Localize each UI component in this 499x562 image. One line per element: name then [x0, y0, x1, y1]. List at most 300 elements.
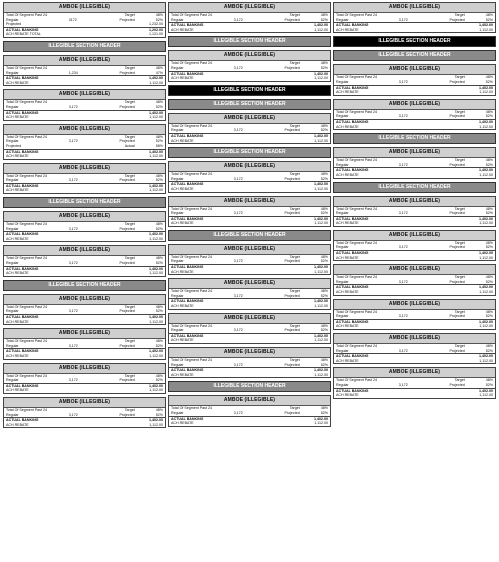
data-row [169, 76, 330, 81]
row-cell [94, 32, 135, 37]
row-cell: 48% [485, 109, 493, 114]
row-cell: Target [289, 61, 300, 66]
row-cell: 52% [155, 343, 163, 348]
row-cell: ACH REBATE [171, 372, 194, 377]
row-cell: 52% [320, 211, 328, 216]
row-cell: Projected [119, 139, 135, 144]
row-cell: Projected [449, 348, 465, 353]
row-cell [234, 421, 259, 426]
row-cell: 48% [320, 61, 328, 66]
row-cell [94, 154, 135, 159]
row-cell: 47% [155, 70, 163, 75]
row-cell: Regular [336, 245, 349, 250]
row-cell: ACTUAL BANKING [336, 216, 369, 221]
row-cell [259, 270, 300, 275]
row-cell: 52% [485, 162, 493, 167]
report-section [168, 395, 331, 426]
row-cell: 1,402.00 [478, 168, 493, 173]
row-cell: 3,172 [233, 410, 243, 415]
row-cell: 1,402.00 [478, 354, 493, 359]
row-cell: 1,402.00 [148, 266, 163, 271]
row-cell: 3,172 [398, 79, 408, 84]
row-cell: Regular [171, 293, 184, 298]
row-cell: Projected [119, 104, 135, 109]
row-cell [69, 388, 94, 393]
row-cell: ACH REBATE [6, 154, 29, 159]
report-section [333, 99, 496, 130]
row-cell: 3,172 [398, 211, 408, 216]
row-cell: Total Of Segment Past 24 [336, 13, 377, 17]
row-cell [234, 304, 259, 309]
row-cell [399, 290, 424, 295]
data-row [334, 28, 495, 33]
row-cell: Total Of Segment Past 24 [171, 323, 212, 328]
row-cell: ACH REBATE [171, 304, 194, 309]
section-title: AMBOE (ILLEGIBLE) [334, 334, 495, 344]
row-cell: ACTUAL BANKING [336, 285, 369, 290]
report-section [333, 196, 496, 227]
row-cell: 1,112.00 [314, 269, 328, 274]
row-cell: ACH REBATE [336, 393, 359, 398]
data-row [169, 270, 330, 275]
section-banner: ILLEGIBLE SECTION HEADER [168, 36, 331, 47]
data-row [169, 221, 330, 226]
row-cell [424, 221, 465, 226]
row-cell: 1,402.00 [478, 251, 493, 256]
row-cell: Target [454, 75, 465, 80]
data-row [4, 115, 165, 120]
row-cell: 1,402.00 [478, 388, 493, 393]
row-cell: ACH REBATE [171, 138, 194, 143]
row-cell: 1,402.00 [148, 76, 163, 81]
section-title: AMBOE (ILLEGIBLE) [334, 100, 495, 110]
row-cell: 1,402.00 [148, 349, 163, 354]
row-cell: Projected [119, 378, 135, 383]
data-row [4, 237, 165, 242]
row-cell: 52% [320, 65, 328, 70]
row-cell: ACH REBATE [336, 324, 359, 329]
row-cell: ACTUAL BANKING [171, 299, 204, 304]
row-cell: 1,112.00 [314, 27, 328, 32]
row-cell: ACH REBATE [6, 236, 29, 241]
section-banner: ILLEGIBLE SECTION HEADER [333, 133, 496, 144]
row-cell: 52% [155, 378, 163, 383]
row-cell: 3,172 [68, 178, 78, 183]
row-cell: Total Of Segment Past 24 [6, 304, 47, 309]
row-cell: 1,402.00 [148, 315, 163, 319]
row-cell: Target [454, 240, 465, 245]
row-cell: Total Of Segment Past 24 [171, 406, 212, 411]
report-section [3, 397, 166, 428]
row-cell: Target [124, 65, 135, 70]
report-section [168, 50, 331, 81]
data-row [4, 22, 165, 27]
row-cell: 52% [485, 211, 493, 216]
row-cell: 1,112.00 [479, 172, 493, 177]
row-cell [234, 76, 259, 81]
section-title: AMBOE (ILLEGIBLE) [334, 368, 495, 378]
row-cell: 3,172 [398, 114, 408, 119]
row-cell: Projected [284, 259, 300, 264]
row-cell: Regular [336, 348, 349, 353]
row-cell: 1,112.00 [314, 421, 328, 426]
row-cell: Total Of Segment Past 24 [171, 13, 212, 17]
row-cell: 48% [320, 13, 328, 17]
section-title: AMBOE (ILLEGIBLE) [334, 65, 495, 75]
row-cell: Target [289, 323, 300, 328]
report-section [333, 147, 496, 178]
row-cell: 3,172 [398, 162, 408, 167]
row-cell: ACH REBATE [336, 290, 359, 295]
row-cell: ACH REBATE [6, 353, 29, 358]
report-section [3, 328, 166, 359]
data-row [4, 81, 165, 86]
data-row [169, 28, 330, 33]
report-section [333, 333, 496, 364]
row-cell: Projected [119, 17, 135, 22]
row-cell: 1,402.00 [478, 285, 493, 290]
section-title: AMBOE (ILLEGIBLE) [4, 295, 165, 305]
row-cell [94, 237, 135, 242]
row-cell: ACTUAL BANKING [336, 168, 369, 173]
data-row [334, 90, 495, 95]
row-cell: Total Of Segment Past 24 [336, 158, 377, 163]
row-cell: 48% [485, 206, 493, 211]
row-cell: 52% [485, 17, 493, 22]
row-cell [424, 324, 465, 329]
data-row [4, 271, 165, 276]
row-cell: ACTUAL BANKING [6, 383, 39, 388]
row-cell: Target [289, 206, 300, 211]
row-cell: 58% [155, 143, 163, 148]
row-cell: ACTUAL BANKING [6, 315, 39, 319]
data-row [334, 80, 495, 85]
row-cell: ACH REBATE [171, 221, 194, 226]
row-cell [234, 338, 259, 343]
row-cell [234, 373, 259, 378]
row-cell: Regular [6, 261, 19, 266]
data-row [334, 349, 495, 354]
row-cell: 52% [485, 279, 493, 284]
row-cell: Projected [284, 328, 300, 333]
row-cell: Total Of Segment Past 24 [336, 109, 377, 114]
row-cell: ACH REBATE [336, 124, 359, 129]
row-cell [399, 221, 424, 226]
row-cell [94, 423, 135, 428]
row-cell: 48% [155, 100, 163, 105]
row-cell [94, 271, 135, 276]
data-row [334, 383, 495, 388]
report-column [3, 2, 166, 562]
row-cell: 52% [320, 362, 328, 367]
row-cell: ACTUAL BANKING [6, 349, 39, 354]
row-cell: Total Of Segment Past 24 [336, 75, 377, 80]
row-cell: ACH REBATE TOTAL [6, 32, 41, 37]
report-section [168, 278, 331, 309]
row-cell: Projected [284, 410, 300, 415]
row-cell: 52% [485, 314, 493, 319]
row-cell [234, 270, 259, 275]
section-title: AMBOE (ILLEGIBLE) [334, 231, 495, 241]
row-cell: ACTUAL BANKING [171, 182, 204, 187]
row-cell: 48% [320, 358, 328, 362]
row-cell: Total Of Segment Past 24 [6, 173, 47, 178]
report-section [168, 244, 331, 275]
row-cell [259, 373, 300, 378]
row-cell: 1,112.00 [149, 236, 163, 241]
section-banner: ILLEGIBLE SECTION HEADER [168, 381, 331, 392]
row-cell [69, 115, 94, 120]
row-cell: ACTUAL BANKING [171, 416, 204, 421]
row-cell: Target [454, 275, 465, 280]
row-cell: 3,172 [233, 176, 243, 181]
row-cell: 3,172 [68, 343, 78, 348]
section-title: AMBOE (ILLEGIBLE) [4, 398, 165, 408]
data-row [169, 294, 330, 299]
data-row [4, 188, 165, 193]
section-banner: ILLEGIBLE SECTION HEADER [3, 197, 166, 208]
row-cell: 48% [485, 344, 493, 348]
row-cell: 1,402.00 [148, 418, 163, 423]
row-cell: ACH REBATE [336, 27, 359, 32]
row-cell: 48% [155, 256, 163, 261]
row-cell: Target [289, 358, 300, 362]
row-cell: Regular [6, 309, 19, 314]
row-cell: Target [454, 158, 465, 163]
row-cell [69, 271, 94, 276]
row-cell: Projected [449, 17, 465, 22]
row-cell: Total Of Segment Past 24 [171, 206, 212, 211]
data-row [169, 128, 330, 133]
row-cell: Regular [336, 314, 349, 319]
report-section [3, 2, 166, 38]
row-cell: 1,112.00 [314, 338, 328, 343]
row-cell: ACTUAL BANKING [6, 110, 39, 115]
row-cell: ACTUAL BANKING [6, 183, 39, 188]
data-row [169, 411, 330, 416]
row-cell: ACTUAL BANKING [6, 149, 39, 154]
row-cell: Target [124, 222, 135, 227]
report-column [168, 2, 331, 562]
data-row [334, 114, 495, 119]
row-cell [259, 221, 300, 226]
row-cell: 1,234 [68, 70, 78, 75]
row-cell: Regular [336, 114, 349, 119]
row-cell: 52% [485, 79, 493, 84]
row-cell [234, 28, 259, 33]
row-cell: Projected [449, 162, 465, 167]
row-cell: Total Of Segment Past 24 [171, 289, 212, 294]
row-cell [94, 22, 135, 27]
row-cell: ACTUAL BANKING [171, 23, 204, 28]
row-cell: Total Of Segment Past 24 [6, 222, 47, 227]
row-cell: ACH REBATE [171, 27, 194, 32]
report-section [333, 264, 496, 295]
row-cell: 1,112.00 [149, 388, 163, 393]
row-cell: 1,112.00 [149, 80, 163, 85]
row-cell: Target [289, 289, 300, 294]
section-banner: ILLEGIBLE SECTION HEADER [168, 147, 331, 158]
section-banner: ILLEGIBLE SECTION HEADER [333, 36, 496, 47]
row-cell: Regular [336, 211, 349, 216]
row-cell: ACH REBATE [336, 221, 359, 226]
section-banner: ILLEGIBLE SECTION HEADER [333, 50, 496, 61]
section-title: AMBOE (ILLEGIBLE) [334, 3, 495, 13]
row-cell: 52% [155, 17, 163, 22]
row-cell: Regular [6, 378, 19, 383]
section-title: AMBOE (ILLEGIBLE) [169, 245, 330, 255]
row-cell: 48% [155, 339, 163, 344]
section-title: AMBOE (ILLEGIBLE) [4, 212, 165, 222]
row-cell: Total Of Segment Past 24 [171, 61, 212, 66]
section-banner: ILLEGIBLE SECTION HEADER [3, 280, 166, 291]
row-cell: Projected [449, 279, 465, 284]
section-banner: ILLEGIBLE SECTION HEADER [168, 230, 331, 241]
report-section [168, 196, 331, 227]
row-cell [69, 144, 94, 149]
data-row [334, 173, 495, 178]
row-cell: Regular [336, 17, 349, 22]
row-cell: Projected [449, 245, 465, 250]
row-cell: Total Of Segment Past 24 [336, 206, 377, 211]
row-cell: 52% [320, 176, 328, 181]
row-cell: 1,232.00 [148, 22, 163, 27]
row-cell: 3,172 [233, 259, 243, 264]
row-cell: ACTUAL BANKING [336, 251, 369, 256]
row-cell: 3,172 [233, 362, 243, 367]
report-section [3, 363, 166, 394]
section-banner: ILLEGIBLE SECTION HEADER [333, 182, 496, 193]
section-title: AMBOE (ILLEGIBLE) [4, 56, 165, 66]
row-cell: 1,112.00 [314, 221, 328, 226]
row-cell: ACTUAL BANKING [171, 333, 204, 338]
row-cell: ACH REBATE [171, 269, 194, 274]
section-title: AMBOE (ILLEGIBLE) [169, 114, 330, 124]
row-cell: ACH REBATE [336, 358, 359, 363]
row-cell: 52% [155, 178, 163, 183]
section-banner: ILLEGIBLE SECTION HEADER [3, 41, 166, 52]
row-cell: 3,172 [68, 226, 78, 231]
row-cell [234, 139, 259, 144]
row-cell [94, 81, 135, 86]
section-title: AMBOE (ILLEGIBLE) [4, 164, 165, 174]
row-cell [399, 324, 424, 329]
data-row [169, 18, 330, 23]
row-cell: 1,402.00 [313, 333, 328, 338]
row-cell: 48% [320, 172, 328, 177]
row-cell: 1,112.00 [479, 221, 493, 226]
row-cell: Projected [119, 226, 135, 231]
data-row [4, 309, 165, 314]
row-cell: 1,112.00 [479, 358, 493, 363]
row-cell: Total Of Segment Past 24 [336, 344, 377, 348]
row-cell: 1,402.00 [313, 265, 328, 270]
row-cell: Total Of Segment Past 24 [171, 123, 212, 128]
row-cell: 48% [485, 240, 493, 245]
section-title: AMBOE (ILLEGIBLE) [169, 3, 330, 13]
row-cell: 3,172 [233, 293, 243, 298]
section-title: AMBOE (ILLEGIBLE) [169, 162, 330, 172]
data-row [4, 378, 165, 383]
row-cell: 3,172 [398, 279, 408, 284]
row-cell: ACTUAL BANKING [6, 27, 39, 32]
row-cell: Projected [449, 114, 465, 119]
row-cell: 48% [155, 407, 163, 412]
row-cell: ACTUAL BANKING [6, 76, 39, 81]
row-cell: ACH REBATE [171, 421, 194, 426]
data-row [169, 338, 330, 343]
row-cell: 3,172 [68, 139, 78, 144]
row-cell: Target [124, 100, 135, 105]
row-cell: 52% [485, 348, 493, 353]
data-row [4, 178, 165, 183]
report-section [333, 367, 496, 398]
row-cell: Regular [6, 104, 19, 109]
row-cell: Projected [449, 211, 465, 216]
row-cell: ACTUAL BANKING [6, 418, 39, 423]
row-cell [399, 125, 424, 130]
row-cell: 3,172 [68, 378, 78, 383]
row-cell: ACTUAL BANKING [336, 319, 369, 324]
row-cell [234, 187, 259, 192]
row-cell: Regular [171, 211, 184, 216]
data-row [169, 66, 330, 71]
data-row [334, 211, 495, 216]
row-cell: 3,172 [398, 348, 408, 353]
data-row [334, 18, 495, 23]
row-cell: 3,172 [233, 211, 243, 216]
row-cell: Actual [124, 143, 135, 148]
row-cell [399, 173, 424, 178]
row-cell: Projected [119, 309, 135, 314]
row-cell: 1,112.00 [314, 304, 328, 309]
row-cell [399, 28, 424, 33]
row-cell: 52% [155, 412, 163, 417]
data-row [169, 187, 330, 192]
row-cell [94, 115, 135, 120]
row-cell: Target [124, 339, 135, 344]
row-cell: Total Of Segment Past 24 [6, 339, 47, 344]
row-cell: 52% [155, 104, 163, 109]
row-cell: 52% [485, 382, 493, 387]
section-title: AMBOE (ILLEGIBLE) [169, 279, 330, 289]
row-cell: Total Of Segment Past 24 [6, 13, 47, 17]
row-cell: Target [454, 378, 465, 383]
section-title: AMBOE (ILLEGIBLE) [334, 300, 495, 310]
row-cell: 1,112.00 [149, 154, 163, 159]
row-cell: 48% [485, 13, 493, 17]
row-cell: Target [124, 256, 135, 261]
row-cell: ACH REBATE [6, 271, 29, 276]
row-cell: Total Of Segment Past 24 [6, 65, 47, 70]
data-row [4, 144, 165, 149]
data-row [4, 413, 165, 418]
row-cell: 1,402.00 [148, 183, 163, 188]
row-cell: Projected [6, 143, 22, 148]
data-row [334, 290, 495, 295]
section-title: AMBOE (ILLEGIBLE) [4, 125, 165, 135]
row-cell: Total Of Segment Past 24 [6, 100, 47, 105]
row-cell: Total Of Segment Past 24 [6, 373, 47, 378]
row-cell: 48% [485, 309, 493, 314]
row-cell: 1,402.00 [478, 319, 493, 324]
row-cell: 3,172 [233, 128, 243, 133]
row-cell [259, 139, 300, 144]
row-cell [69, 154, 94, 159]
row-cell: Target [289, 123, 300, 128]
row-cell: 48% [320, 289, 328, 294]
row-cell: ACTUAL BANKING [171, 71, 204, 76]
